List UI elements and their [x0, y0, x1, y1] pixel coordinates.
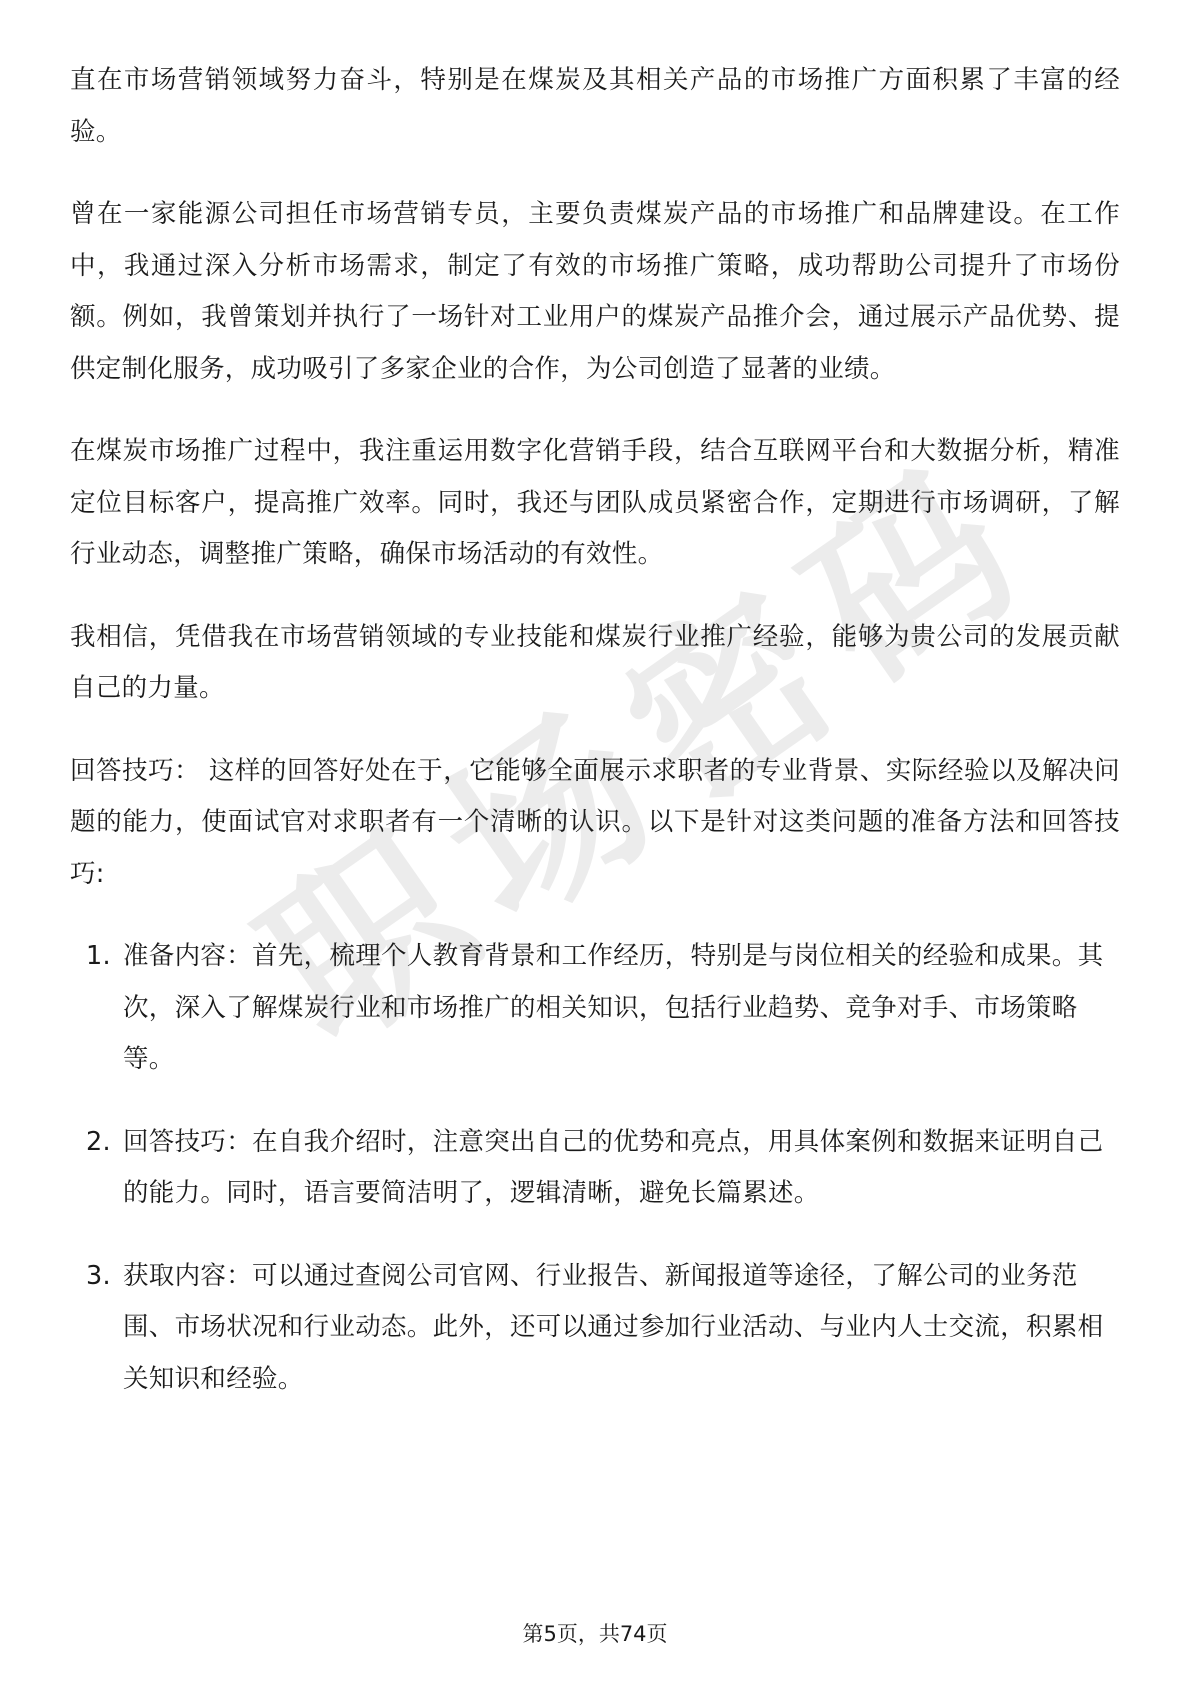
paragraph-answer-tips: 回答技巧： 这样的回答好处在于，它能够全面展示求职者的专业背景、实际经验以及解决问题的能力，使面试官对求职者有一个清晰的认识。以下是针对这类问题的准备方法和回答技巧:	[70, 755, 1120, 889]
watermark-char-1: 职	[227, 794, 511, 1085]
watermark-char-3: 密	[587, 554, 871, 845]
list-item	[70, 1117, 1120, 1220]
document-body	[70, 55, 1120, 1436]
list-item-text: 准备内容：首先，梳理个人教育背景和工作经历，特别是与岗位相关的经验和成果。其次，深入了解煤炭行业和市场推广的相关知识，包括行业趋势、竞争对手、市场策略等。	[123, 941, 1104, 1074]
list-item-number: 3.	[86, 1260, 111, 1291]
tips-list	[70, 931, 1120, 1405]
watermark-char-4: 码	[767, 434, 1051, 725]
list-item	[70, 1251, 1120, 1406]
paragraph-experience: 曾在一家能源公司担任市场营销专员，主要负责煤炭产品的市场推广和品牌建设。在工作中，我通过深入分析市场需求，制定了有效的市场推广策略，成功帮助公司提升了市场份额。例如，我曾策划并执行了一场针对工业用户的煤炭产品推介会，通过展示产品优势、提供定制化服务，成功吸引了多家企业的合作，为公司创造了显著的业绩。	[70, 199, 1120, 384]
list-item	[70, 931, 1120, 1086]
paragraph-intro: 直在市场营销领域努力奋斗，特别是在煤炭及其相关产品的市场推广方面积累了丰富的经验。	[70, 65, 1120, 147]
paragraph-digital-marketing: 在煤炭市场推广过程中，我注重运用数字化营销手段，结合互联网平台和大数据分析，精准定位目标客户，提高推广效率。同时，我还与团队成员紧密合作，定期进行市场调研，了解行业动态，调整推广策略，确保市场活动的有效性。	[70, 436, 1120, 569]
list-item-number: 2.	[86, 1126, 111, 1157]
list-item-number: 1.	[86, 941, 111, 971]
paragraph-conclusion: 我相信，凭借我在市场营销领域的专业技能和煤炭行业推广经验，能够为贵公司的发展贡献自己的力量。	[70, 621, 1120, 703]
page-number-footer: 第5页，共74页	[522, 1622, 668, 1646]
list-item-text: 获取内容：可以通过查阅公司官网、行业报告、新闻报道等途径，了解公司的业务范围、市场状况和行业动态。此外，还可以通过参加行业活动、与业内人士交流，积累相关知识和经验。	[123, 1260, 1104, 1394]
watermark-char-2: 场	[407, 674, 691, 965]
list-item-text: 回答技巧：在自我介绍时，注意突出自己的优势和亮点，用具体案例和数据来证明自己的能力。同时，语言要简洁明了，逻辑清晰，避免长篇累述。	[123, 1126, 1104, 1208]
